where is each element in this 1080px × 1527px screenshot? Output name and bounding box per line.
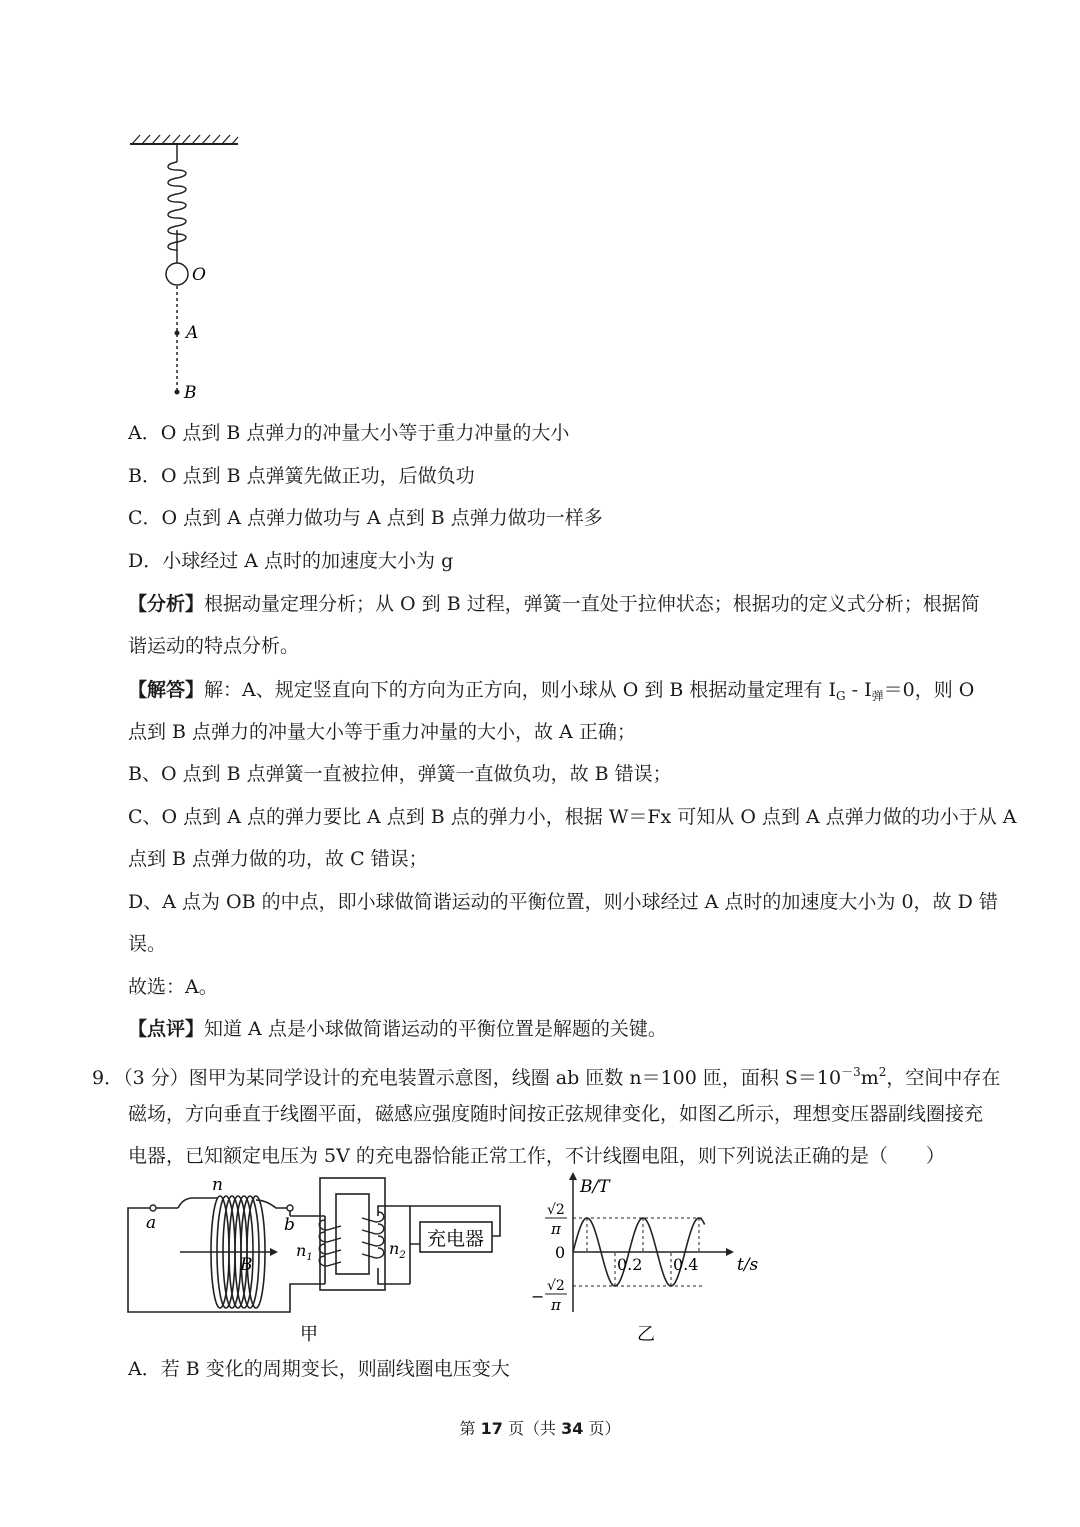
q9-stem-line-2: 磁场，方向垂直于线圈平面，磁感应强度随时间按正弦规律变化，如图乙所示，理想变压器副线圈接充	[128, 1103, 984, 1125]
x-axis-label: t/s	[737, 1255, 759, 1275]
y-neg-sign: −	[531, 1287, 545, 1306]
answer-line-1: 【解答】解：A、规定竖直向下的方向为正方向，则小球从 O 到 B 根据动量定理有 $I_G - I_弹=0$，则 O	[128, 679, 975, 703]
analysis-tag: 【分析】	[128, 593, 205, 615]
point-a-dot	[175, 331, 180, 336]
answer-line-7: 误。	[128, 933, 167, 955]
point-b-dot	[175, 390, 180, 395]
q8-option-a: A．O 点到 B 点弹力的冲量大小等于重力冲量的大小	[128, 422, 570, 444]
caption-jia: 甲	[300, 1324, 318, 1345]
label-b: B	[184, 383, 197, 403]
answer-line-3: B、O 点到 B 点弹簧一直被拉伸，弹簧一直做负功，故 B 错误；	[128, 763, 672, 785]
charger-label: 充电器	[427, 1228, 485, 1250]
answer-tag: 【解答】	[128, 679, 205, 701]
q8-option-d: D．小球经过 A 点时的加速度大小为 g	[128, 550, 454, 572]
figure-jia	[120, 1172, 510, 1347]
answer-line-4: C、O 点到 A 点的弹力要比 A 点到 B 点的弹力小，根据 W＝Fx 可知从 O 点到 A 点弹力做的功小于从 A	[128, 806, 1017, 828]
label-o: O	[192, 265, 206, 285]
q8-option-b: B．O 点到 B 点弹簧先做正功，后做负功	[128, 465, 475, 487]
answer-line-5: 点到 B 点弹力做的功，故 C 错误；	[128, 848, 428, 870]
y-axis-label: B/T	[580, 1177, 610, 1197]
caption-yi: 乙	[637, 1324, 655, 1345]
figure-yi	[525, 1172, 785, 1347]
y-bottom-pi: π	[551, 1296, 561, 1314]
q8-option-c: C．O 点到 A 点弹力做功与 A 点到 B 点弹力做功一样多	[128, 507, 603, 529]
analysis-line-1: 【分析】根据动量定理分析；从 O 到 B 过程，弹簧一直处于拉伸状态；根据功的定义式分析；根据简	[128, 593, 980, 615]
total-pages: 34	[561, 1419, 584, 1438]
ball	[166, 263, 188, 285]
q9-stem-line-3: 电器，已知额定电压为 5V 的充电器恰能正常工作，不计线圈电阻，则下列说法正确的是（ ）	[128, 1145, 945, 1167]
current-page: 17	[480, 1419, 503, 1438]
page-footer: 第 17 页（共 34 页）	[459, 1419, 621, 1438]
choice-line: 故选：A。	[128, 976, 218, 998]
spring-figure	[120, 130, 260, 410]
label-n2: $n_2$	[389, 1239, 406, 1261]
label-a: A	[186, 323, 199, 343]
y-bottom-root: √2	[547, 1278, 565, 1294]
comment-line: 【点评】知道 A 点是小球做简谐运动的平衡位置是解题的关键。	[128, 1018, 667, 1040]
answer-line-2: 点到 B 点弹力的冲量大小等于重力冲量的大小，故 A 正确；	[128, 721, 636, 743]
q9-stem-line-1: 9．（3 分）图甲为某同学设计的充电装置示意图，线圈 ab 匝数 n＝100 匝，面积 $S=10^{-3}m^2$，空间中存在	[92, 1065, 1001, 1089]
label-b-terminal: b	[284, 1215, 295, 1235]
answer-line-6: D、A 点为 OB 的中点，即小球做简谐运动的平衡位置，则小球经过 A 点时的加速度大小为 0，故 D 错	[128, 891, 998, 913]
label-field-b: B	[240, 1255, 253, 1275]
x-tick-label: 0.2	[617, 1255, 643, 1274]
comment-tag: 【点评】	[128, 1018, 205, 1040]
label-a-terminal: a	[146, 1213, 157, 1233]
analysis-line-2: 谐运动的特点分析。	[128, 635, 300, 657]
origin-label: 0	[555, 1243, 566, 1262]
label-n1: $n_1$	[296, 1241, 313, 1263]
x-tick-label: 0.4	[673, 1255, 699, 1274]
y-top-pi: π	[551, 1220, 561, 1238]
q9-option-a: A．若 B 变化的周期变长，则副线圈电压变大	[128, 1358, 510, 1380]
y-top-root: √2	[547, 1202, 565, 1218]
label-n: n	[212, 1175, 223, 1195]
